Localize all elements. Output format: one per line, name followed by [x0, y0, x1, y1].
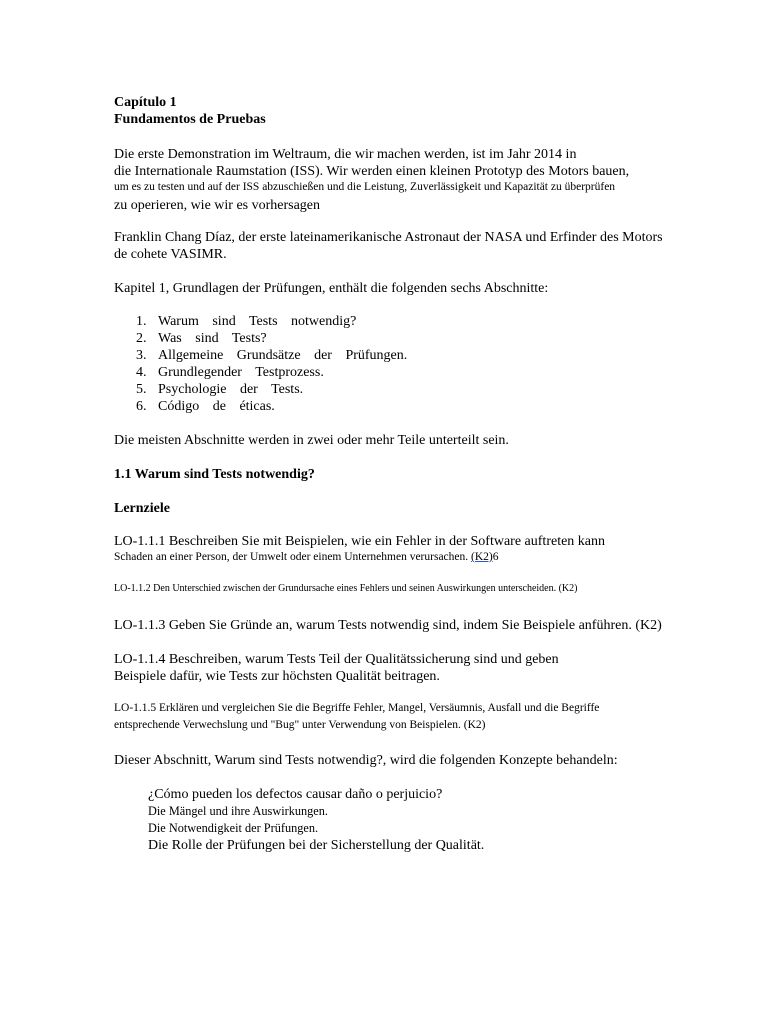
intro-paragraph	[114, 146, 629, 214]
page-ref: 6	[492, 551, 499, 563]
item-number: 3.	[136, 348, 147, 363]
sections-list	[136, 313, 407, 415]
objective-text: Beispiele dafür, wie Tests zur höchsten Qualität beitragen.	[114, 669, 440, 684]
author-line: Franklin Chang Díaz, der erste lateinamerikanische Astronaut der NASA und Erfinder des Motors	[114, 230, 663, 245]
objective-lo115	[114, 700, 599, 734]
item-text: Die Notwendigkeit der Prüfungen.	[148, 821, 319, 835]
item-number: 1.	[136, 314, 147, 329]
concepts-intro: Dieser Abschnitt, Warum sind Tests notwendig?, wird die folgenden Konzepte behandeln:	[114, 753, 618, 768]
item-number: 2.	[136, 331, 147, 346]
quote-author-paragraph	[114, 229, 663, 263]
list-item	[136, 313, 407, 330]
list-item	[136, 364, 407, 381]
item-text: Warum sind Tests notwendig?	[158, 314, 357, 329]
item-number: 5.	[136, 382, 147, 397]
objective-text: LO-1.1.1 Beschreiben Sie mit Beispielen, wie ein Fehler in der Software auftreten kann	[114, 534, 606, 549]
objective-lo112: LO-1.1.2 Den Unterschied zwischen der Grundursache eines Fehlers und seinen Auswirkungen unterscheiden. (K2)	[114, 583, 578, 594]
chapter-heading	[114, 94, 266, 128]
objective-text-part: Schaden an einer Person, der Umwelt oder einem Unternehmen verursachen.	[114, 551, 469, 563]
list-item	[136, 347, 407, 364]
objective-lo114	[114, 651, 559, 685]
objectives-heading: Lernziele	[114, 501, 170, 516]
objective-text: LO-1.1.5 Erklären und vergleichen Sie die Begriffe Fehler, Mangel, Versäumnis, Ausfall und die Begriffe	[114, 702, 600, 714]
chapter-number: Capítulo 1	[114, 95, 177, 110]
concepts-list	[137, 786, 484, 854]
list-item	[136, 381, 407, 398]
item-text: Grundlegender Testprozess.	[158, 365, 324, 380]
list-item	[137, 837, 484, 854]
list-item	[136, 398, 407, 415]
objective-text: LO-1.1.4 Beschreiben, warum Tests Teil der Qualitätssicherung sind und geben	[114, 652, 559, 667]
sections-intro: Kapitel 1, Grundlagen der Prüfungen, enthält die folgenden sechs Abschnitte:	[114, 281, 549, 296]
intro-line: Die erste Demonstration im Weltraum, die wir machen werden, ist im Jahr 2014 in	[114, 147, 577, 162]
item-number: 6.	[136, 399, 147, 414]
item-text: Die Mängel und ihre Auswirkungen.	[148, 804, 328, 818]
sections-note: Die meisten Abschnitte werden in zwei oder mehr Teile unterteilt sein.	[114, 433, 509, 448]
intro-line: um es zu testen und auf der ISS abzuschießen und die Leistung, Zuverlässigkeit und Kapazität zu überprüfen	[114, 181, 616, 193]
objective-lo111	[114, 533, 605, 564]
section-heading: 1.1 Warum sind Tests notwendig?	[114, 467, 315, 482]
item-text: Código de éticas.	[158, 399, 275, 414]
item-text: Die Rolle der Prüfungen bei der Sicherstellung der Qualität.	[148, 838, 485, 853]
item-number: 4.	[136, 365, 147, 380]
objective-text	[114, 550, 605, 564]
chapter-title: Fundamentos de Pruebas	[114, 112, 266, 127]
author-line: de cohete VASIMR.	[114, 247, 227, 262]
intro-line: die Internationale Raumstation (ISS). Wir werden einen kleinen Prototyp des Motors bauen,	[114, 164, 630, 179]
item-text: Was sind Tests?	[158, 331, 267, 346]
item-text: ¿Cómo pueden los defectos causar daño o perjuicio?	[148, 787, 443, 802]
k-level-ref[interactable]: (K2)	[471, 551, 493, 563]
list-item	[137, 786, 484, 803]
objective-lo113: LO-1.1.3 Geben Sie Gründe an, warum Tests notwendig sind, indem Sie Beispiele anführen. (K2)	[114, 618, 662, 633]
intro-line: zu operieren, wie wir es vorhersagen	[114, 198, 321, 213]
item-text: Allgemeine Grundsätze der Prüfungen.	[158, 348, 408, 363]
list-item	[137, 820, 484, 837]
list-item	[137, 803, 484, 820]
item-text: Psychologie der Tests.	[158, 382, 304, 397]
list-item	[136, 330, 407, 347]
objective-text: entsprechende Verwechslung und "Bug" unter Verwendung von Beispielen. (K2)	[114, 719, 486, 731]
